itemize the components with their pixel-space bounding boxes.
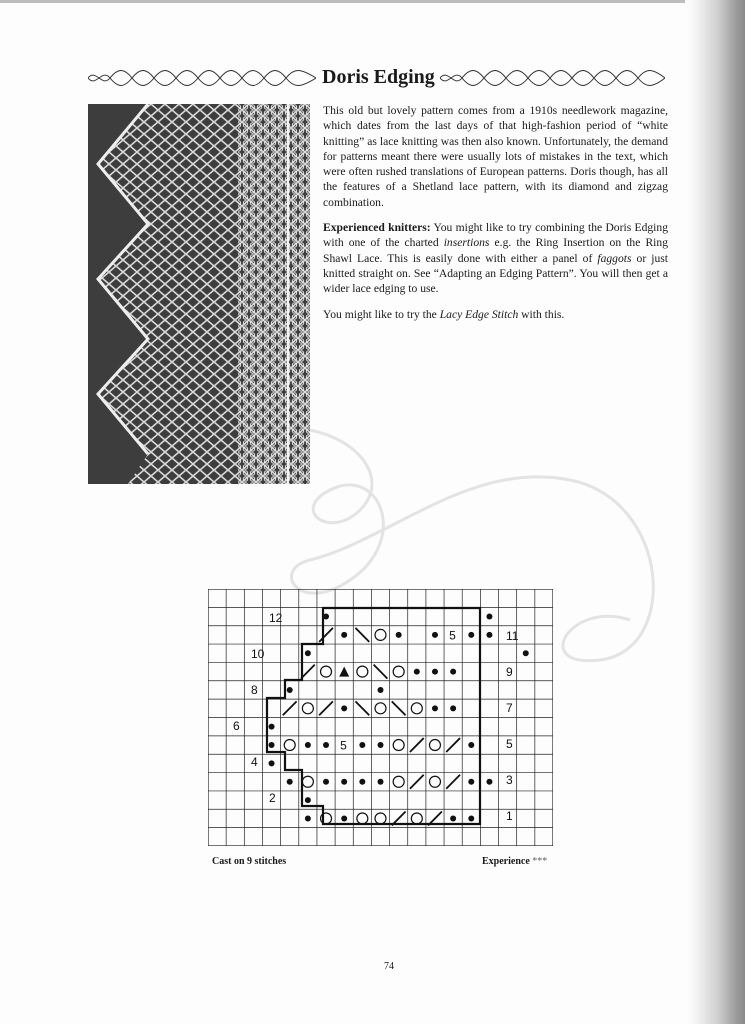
purl-dot-symbol (378, 687, 384, 693)
row-number-8: 8 (251, 683, 258, 697)
row-number-12: 12 (269, 611, 283, 625)
row-number-7: 7 (506, 701, 513, 715)
purl-dot-symbol (486, 614, 492, 620)
yarn-over-symbol (393, 740, 404, 751)
cast-on-label: Cast on 9 stitches (212, 856, 287, 867)
yarn-over-symbol (302, 776, 313, 787)
purl-dot-symbol (341, 779, 347, 785)
p3-text-a: You might like to try the (323, 307, 440, 321)
yarn-over-symbol (321, 666, 332, 677)
k2tog-symbol (283, 701, 297, 715)
yarn-over-symbol (302, 703, 313, 714)
top-edge (0, 0, 745, 3)
purl-dot-symbol (468, 632, 474, 638)
purl-dot-symbol (378, 742, 384, 748)
yarn-over-symbol (411, 703, 422, 714)
row-number-10: 10 (251, 647, 265, 661)
k2tog-symbol (319, 701, 333, 715)
row-number-5: 5 (506, 737, 513, 751)
knitting-chart (208, 589, 553, 846)
row-number-1: 1 (506, 809, 513, 823)
purl-dot-symbol (450, 815, 456, 821)
purl-dot-symbol (341, 705, 347, 711)
purl-dot-symbol (305, 650, 311, 656)
purl-dot-symbol (341, 815, 347, 821)
k2tog-symbol (446, 738, 460, 752)
row-number-9: 9 (506, 665, 513, 679)
experienced-knitters-lead: Experienced knitters: (323, 221, 431, 235)
k2tog-symbol (410, 775, 424, 789)
experience-label: Experience (482, 856, 530, 867)
intro-paragraph: This old but lovely pattern comes from a 1910s needlework magazine, which dates from the last days of that high-fashion period of “white knitting” as lace knitting was then also known. Unfortunately, the demand for patterns meant there were usually lots of mistakes in the text, which were often rushed translations of European patterns. Doris though, has all the features of a Shetland lace pattern, with its diamond and zigzag combination. (323, 104, 668, 209)
purl-dot-symbol (269, 760, 275, 766)
k2tog-symbol (446, 775, 460, 789)
purl-dot-symbol (305, 815, 311, 821)
purl-dot-symbol (287, 687, 293, 693)
purl-dot-symbol (486, 632, 492, 638)
p3-italic-stitch: Lacy Edge Stitch (439, 307, 519, 321)
row-number-2: 2 (269, 791, 276, 805)
page-number: 74 (384, 961, 394, 972)
five-stitch-symbol: 5 (449, 628, 456, 643)
p2-italic-faggots: faggots (597, 251, 632, 265)
purl-dot-symbol (323, 742, 329, 748)
double-decrease-symbol (339, 667, 349, 677)
experience-rating (482, 856, 547, 867)
purl-dot-symbol (486, 779, 492, 785)
experience-stars: *** (532, 856, 548, 867)
ssk-symbol (355, 701, 369, 715)
purl-dot-symbol (323, 779, 329, 785)
purl-dot-symbol (269, 724, 275, 730)
purl-dot-symbol (305, 742, 311, 748)
purl-dot-symbol (468, 742, 474, 748)
p2-text-b: e.g. the Ring Insertion on the Ring Shawl Lace. This is easily done with either a panel of (323, 236, 668, 265)
yarn-over-symbol (393, 666, 404, 677)
purl-dot-symbol (396, 632, 402, 638)
yarn-over-symbol (375, 813, 386, 824)
p2-text-a: You might like to try combining the Doris Edging with one of the charted (323, 221, 668, 250)
yarn-over-symbol (429, 776, 440, 787)
suggestion-paragraph (323, 307, 668, 322)
k2tog-symbol (319, 628, 333, 642)
purl-dot-symbol (432, 705, 438, 711)
p2-text-c: or just knitted straight on. See “Adapting an Edging Pattern”. You will then get a wider lace edging to use. (323, 251, 668, 296)
chart-symbols (269, 614, 529, 826)
purl-dot-symbol (450, 669, 456, 675)
purl-dot-symbol (359, 779, 365, 785)
purl-dot-symbol (468, 815, 474, 821)
p3-text-b: with this. (518, 307, 565, 321)
purl-dot-symbol (287, 779, 293, 785)
k2tog-symbol (410, 738, 424, 752)
purl-dot-symbol (378, 779, 384, 785)
purl-dot-symbol (341, 632, 347, 638)
ssk-symbol (374, 665, 388, 679)
p2-italic-insertions: insertions (443, 236, 490, 250)
page-title: Doris Edging (322, 66, 435, 88)
yarn-over-symbol (357, 666, 368, 677)
purl-dot-symbol (305, 797, 311, 803)
yarn-over-symbol (429, 740, 440, 751)
purl-dot-symbol (450, 705, 456, 711)
experienced-knitters-paragraph (323, 220, 668, 296)
body-text (323, 103, 668, 332)
purl-dot-symbol (432, 669, 438, 675)
yarn-over-symbol (411, 813, 422, 824)
row-number-11: 11 (506, 629, 519, 643)
ssk-symbol (355, 628, 369, 642)
decorative-swirl-right (440, 66, 665, 90)
book-spine-shadow (685, 0, 745, 1024)
ssk-symbol (392, 701, 406, 715)
yarn-over-symbol (375, 703, 386, 714)
row-number-6: 6 (233, 719, 240, 733)
purl-dot-symbol (269, 742, 275, 748)
yarn-over-symbol (393, 776, 404, 787)
purl-dot-symbol (359, 742, 365, 748)
purl-dot-symbol (468, 779, 474, 785)
yarn-over-symbol (284, 740, 295, 751)
decorative-swirl-left (88, 66, 316, 90)
purl-dot-symbol (523, 650, 529, 656)
row-number-3: 3 (506, 773, 513, 787)
purl-dot-symbol (432, 632, 438, 638)
yarn-over-symbol (375, 629, 386, 640)
purl-dot-symbol (414, 669, 420, 675)
chart-grid (208, 589, 553, 846)
row-number-4: 4 (251, 755, 258, 769)
five-stitch-symbol: 5 (340, 738, 347, 753)
yarn-over-symbol (357, 813, 368, 824)
